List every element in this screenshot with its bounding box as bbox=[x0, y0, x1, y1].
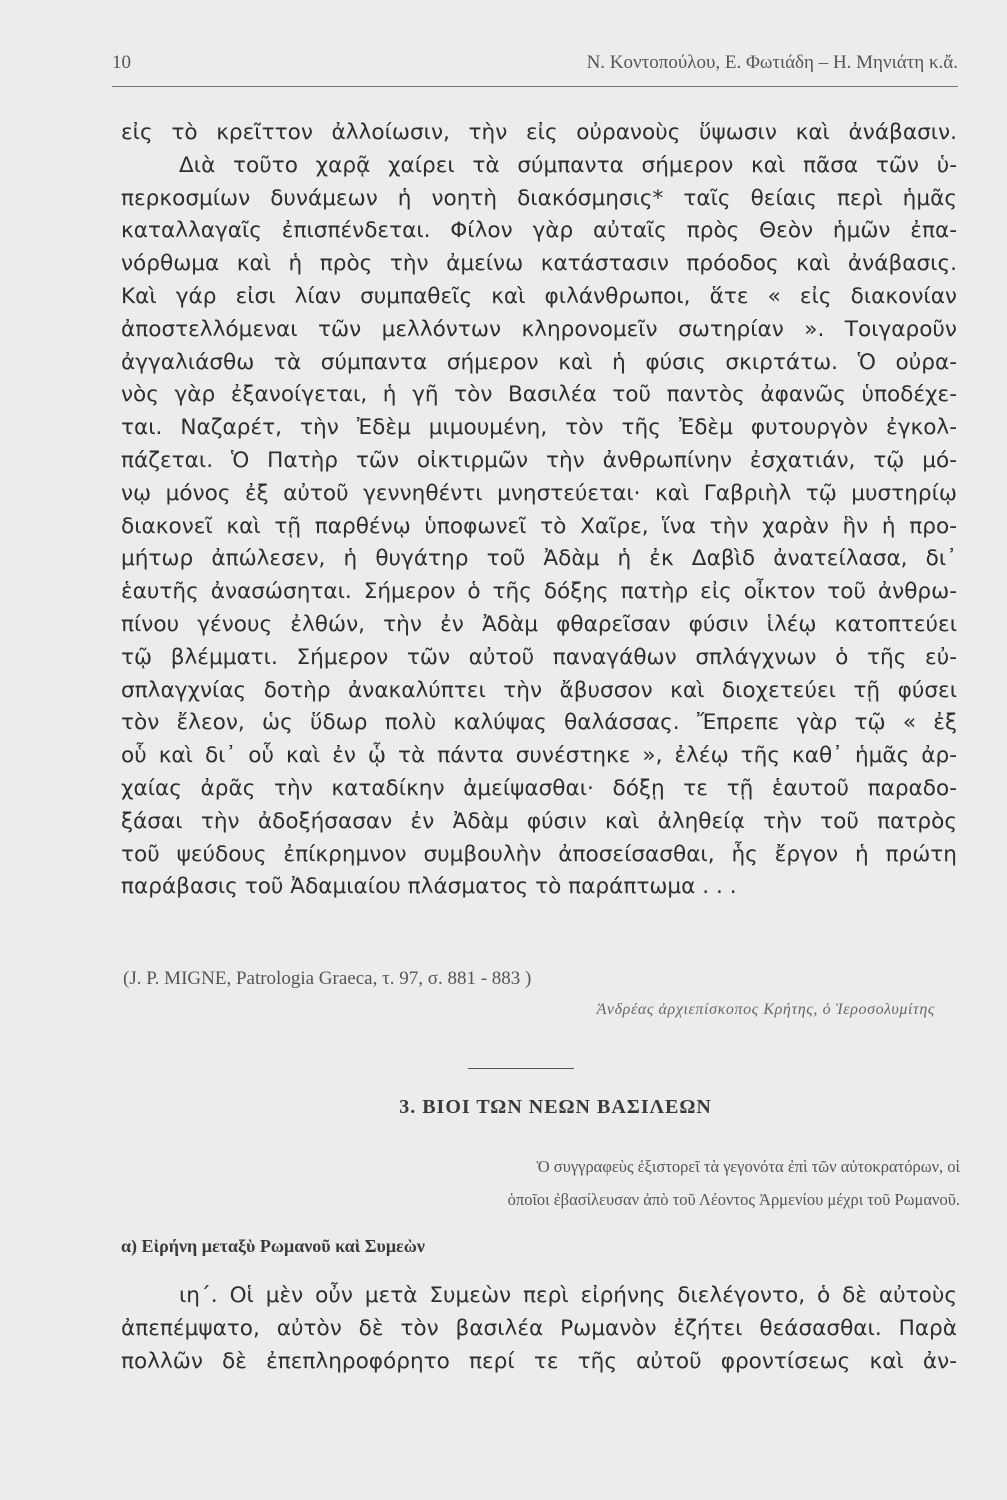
summary-line: ὁποῖοι ἐβασίλευσαν ἀπὸ τοῦ Λέοντος Ἀρμενίου μέχρι τοῦ Ρωμανοῦ. bbox=[507, 1190, 960, 1209]
text-line: ἑαυτῆς ἀνασώσηται. Σήμερον ὁ τῆς δόξης πατὴρ εἰς οἶκτον τοῦ ἀνθρω- bbox=[121, 579, 957, 605]
header-rule bbox=[112, 86, 958, 87]
text-line: καταλλαγαῖς ἐπισπένδεται. Φίλον γὰρ αὐταῖς πρὸς Θεὸν ἡμῶν ἐπα- bbox=[121, 218, 957, 244]
text-line: σπλαγχνίας δοτὴρ ἀνακαλύπτει τὴν ἄβυσσον καὶ διοχετεύει τῇ φύσει bbox=[121, 677, 957, 703]
text-line: εἰς τὸ κρεῖττον ἀλλοίωσιν, τὴν εἰς οὐρανοὺς ὕψωσιν καὶ ἀνάβασιν. bbox=[121, 120, 957, 145]
text-line: ἀπεπέμψατο, αὐτὸν δὲ τὸν βασιλέα Ρωμανὸν ἐζήτει θεάσασθαι. Παρὰ bbox=[121, 1316, 957, 1341]
citation: (J. P. MIGNE, Patrologia Graeca, τ. 97, σ. 881 - 883 ) bbox=[123, 968, 532, 989]
page-number: 10 bbox=[112, 52, 131, 73]
subsection-heading: α) Εἰρήνη μεταξὺ Ρωμανοῦ καὶ Συμεὼν bbox=[121, 1236, 425, 1256]
text-line: τὸν ἔλεον, ὡς ὕδωρ πολὺ καλύψας θαλάσσας. Ἔπρεπε γὰρ τῷ « ἐξ bbox=[121, 710, 957, 736]
section-summary bbox=[270, 1150, 960, 1216]
text-line: νὸς γὰρ ἐξανοίγεται, ἡ γῆ τὸν Βασιλέα τοῦ παντὸς ἀφανῶς ὑποδέχε- bbox=[121, 382, 957, 408]
text-line: Διὰ τοῦτο χαρᾷ χαίρει τὰ σύμπαντα σήμερον καὶ πᾶσα τῶν ὑ- bbox=[179, 152, 957, 178]
text-line: νῳ μόνος ἐξ αὐτοῦ γεννηθέντι μνηστεύεται· καὶ Γαβριὴλ τῷ μυστηρίῳ bbox=[121, 480, 957, 506]
text-line: χαίας ἀρᾶς τὴν καταδίκην ἀμείψασθαι· δόξῃ τε τῇ ἑαυτοῦ παραδο- bbox=[121, 775, 957, 801]
text-line: πίνου γένους ἐλθών, τὴν ἐν Ἀδὰμ φθαρεῖσαν φύσιν ἱλέῳ κατοπτεύει bbox=[121, 611, 957, 637]
page-header bbox=[112, 50, 958, 86]
text-line: ἀποστελλόμεναι τῶν μελλόντων κληρονομεῖν σωτηρίαν ». Τοιγαροῦν bbox=[121, 316, 957, 342]
text-line: νόρθωμα καὶ ἡ πρὸς τὴν ἀμείνω κατάστασιν πρόοδος καὶ ἀνάβασις. bbox=[121, 251, 957, 277]
text-line: πάζεται. Ὁ Πατὴρ τῶν οἰκτιρμῶν τὴν ἀνθρωπίνην ἐσχατιάν, τῷ μό- bbox=[121, 447, 957, 473]
text-line: ται. Ναζαρέτ, τὴν Ἐδὲμ μιμουμένη, τὸν τῆς Ἐδὲμ φυτουργὸν ἐγκολ- bbox=[121, 415, 957, 441]
text-line: παράβασις τοῦ Ἀδαμιαίου πλάσματος τὸ παράπτωμα . . . bbox=[121, 874, 737, 900]
section-divider bbox=[468, 1068, 574, 1069]
text-line: ξάσαι τὴν ἀδοξήσασαν ἐν Ἀδὰμ φύσιν καὶ ἀληθείᾳ τὴν τοῦ πατρὸς bbox=[121, 808, 957, 834]
text-line: περκοσμίων δυνάμεων ἡ νοητὴ διακόσμησις* ταῖς θείαις περὶ ἡμᾶς bbox=[121, 185, 957, 211]
text-line: τοῦ ψεύδους ἐπίκρημνον συμβουλὴν ἀποσείσασθαι, ἧς ἔργον ἡ πρώτη bbox=[121, 841, 957, 867]
text-line: μήτωρ ἀπώλεσεν, ἡ θυγάτηρ τοῦ Ἀδὰμ ἡ ἐκ Δαβὶδ ἀνατείλασα, δι᾽ bbox=[121, 546, 957, 572]
summary-line: Ὁ συγγραφεὺς ἐξιστορεῖ τὰ γεγονότα ἐπὶ τῶν αὐτοκρατόρων, οἱ bbox=[536, 1157, 960, 1176]
text-line: τῷ βλέμματι. Σήμερον τῶν αὐτοῦ παναγάθων σπλάγχνων ὁ τῆς εὐ- bbox=[121, 644, 957, 670]
text-line: πολλῶν δὲ ἐπεπληροφόρητο περί τε τῆς αὐτοῦ φροντίσεως καὶ ἀν- bbox=[121, 1349, 957, 1374]
text-line: οὗ καὶ δι᾽ οὗ καὶ ἐν ᾧ τὰ πάντα συνέστηκε », ἐλέῳ τῆς καθ᾽ ἡμᾶς ἀρ- bbox=[121, 743, 957, 769]
author-attribution: Ἀνδρέας ἀρχιεπίσκοπος Κρήτης, ὁ Ἱεροσολυμίτης bbox=[596, 1001, 935, 1018]
section-heading: 3. ΒΙΟΙ ΤΩΝ ΝΕΩΝ ΒΑΣΙΛΕΩΝ bbox=[399, 1096, 712, 1118]
running-title: Ν. Κοντοπούλου, Ε. Φωτιάδη – Η. Μηνιάτη κ.ἄ. bbox=[586, 52, 958, 73]
section-paragraph bbox=[121, 1279, 957, 1378]
text-line: διακονεῖ καὶ τῇ παρθένῳ ὑποφωνεῖ τὸ Χαῖρε, ἵνα τὴν χαρὰν ἣν ἡ προ- bbox=[121, 513, 957, 539]
main-text-block bbox=[121, 117, 957, 904]
text-line: Καὶ γάρ εἰσι λίαν συμπαθεῖς καὶ φιλάνθρωποι, ἅτε « εἰς διακονίαν bbox=[121, 283, 957, 309]
text-line: ἀγγαλιάσθω τὰ σύμπαντα σήμερον καὶ ἡ φύσις σκιρτάτω. Ὁ οὐρα- bbox=[121, 349, 957, 375]
text-line: ιη΄. Οἱ μὲν οὖν μετὰ Συμεὼν περὶ εἰρήνης διελέγοντο, ὁ δὲ αὐτοὺς bbox=[179, 1283, 957, 1308]
